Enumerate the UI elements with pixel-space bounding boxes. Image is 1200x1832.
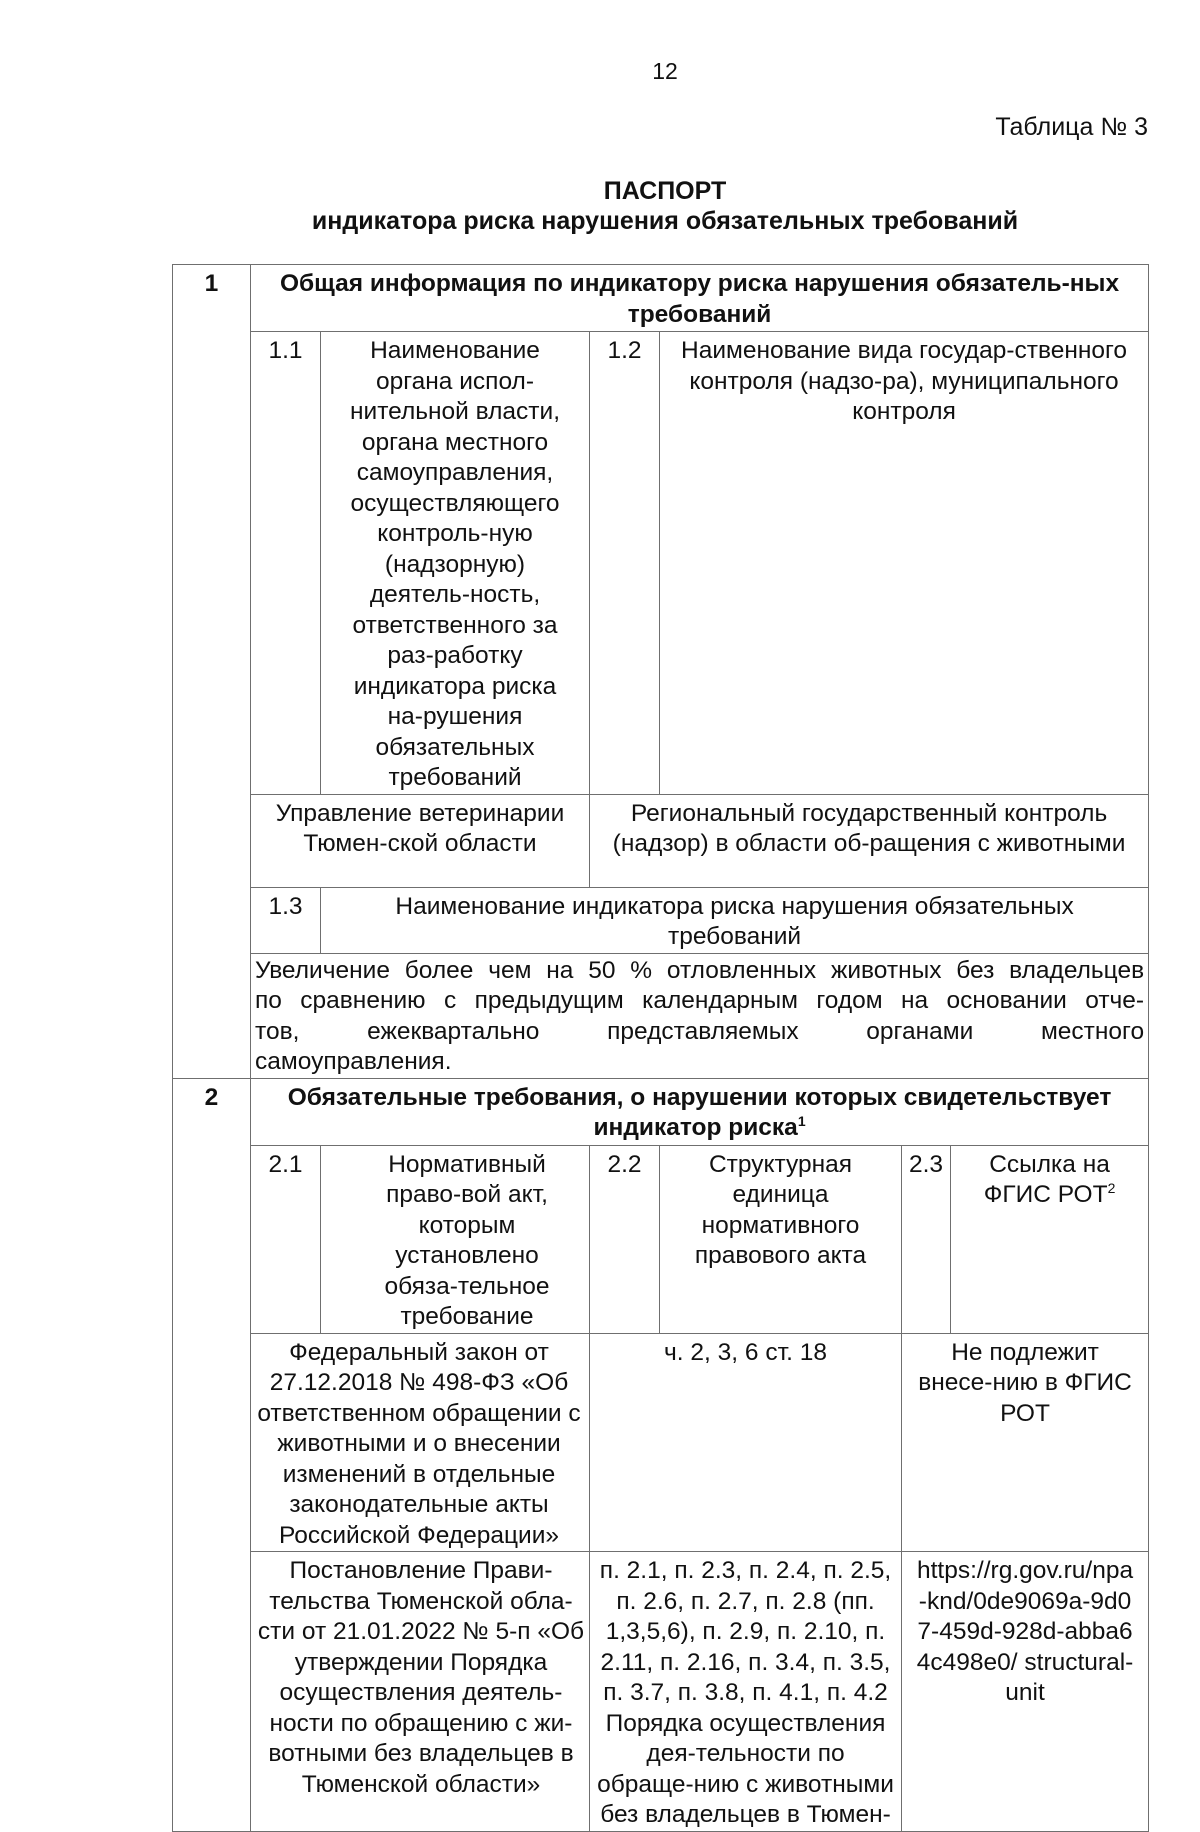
document-title-block (0, 176, 1200, 236)
indicator-description-line-2: по сравнению с предыдущим календарным годом на основании отче- (251, 986, 1149, 1017)
indicator-description-line-3: тов, ежеквартально представляемых органами местного (255, 1017, 1145, 1045)
section-2-number: 2 (173, 1078, 251, 1831)
requirement-row-2-link[interactable]: https://rg.gov.ru/npa-knd/0de9069a-9d07-459d-928d-abba64c498e0/ structural-unit (902, 1552, 1149, 1832)
item-1-1-value: Управление ветеринарии Тюмен-ской области (251, 794, 590, 887)
item-1-2-value: Региональный государственный контроль (надзор) в области об-ращения с животными (590, 794, 1149, 887)
item-2-3-number: 2.3 (902, 1145, 951, 1333)
footnote-1-marker: 1 (797, 1112, 806, 1129)
item-2-1-number: 2.1 (251, 1145, 321, 1333)
document-subtitle: индикатора риска нарушения обязательных требований (311, 207, 1019, 235)
item-1-3-number: 1.3 (251, 887, 321, 953)
document-title: ПАСПОРТ (603, 177, 727, 205)
item-1-1-label: Наименование органа испол-нительной власти, органа местного самоуправления, осуществляющего контроль-ную (надзорную) деятель-ность, ответственного за раз-работку индикатора риска на-рушения обязательных требований (321, 332, 590, 795)
table-label: Таблица № 3 (995, 113, 1148, 141)
requirement-row-2-act: Постановление Прави-тельства Тюменской обла-сти от 21.01.2022 № 5-п «Об утверждении Порядка осуществления деятель-ности по обращению с жи-вотными без владельцев в Тюменской области» (251, 1552, 590, 1832)
footnote-2-marker: 2 (1107, 1179, 1116, 1196)
item-1-3-label: Наименование индикатора риска нарушения обязательных требований (321, 887, 1149, 953)
passport-table (172, 264, 1149, 1832)
section-1-number: 1 (173, 265, 251, 1079)
item-1-2-label: Наименование вида государ-ственного контроля (надзо-ра), муниципального контроля (660, 332, 1149, 795)
item-1-2-number: 1.2 (590, 332, 660, 795)
indicator-description-line-4: самоуправления. (255, 1048, 452, 1075)
item-2-2-number: 2.2 (590, 1145, 660, 1333)
requirement-row-1-link: Не подлежит внесе-нию в ФГИС РОТ (902, 1333, 1149, 1552)
requirement-row-2-unit: п. 2.1, п. 2.3, п. 2.4, п. 2.5, п. 2.6, п. 2.7, п. 2.8 (пп. 1,3,5,6), п. 2.9, п. 2.10, п. 2.11, п. 2.16, п. 3.4, п. 3.5, п. 3.7, п. 3.8, п. 4.1, п. 4.2 Порядка осуществления дея-тельности по обраще-нию с животными без владельцев в Тюмен- (590, 1552, 902, 1832)
section-1-header: Общая информация по индикатору риска нарушения обязатель-ных требований (251, 265, 1149, 332)
item-2-3-label (951, 1145, 1149, 1333)
page-number: 12 (652, 58, 678, 84)
item-1-1-number: 1.1 (251, 332, 321, 795)
section-2-header-text: Обязательные требования, о нарушении которых свидетельствует индикатор риска (287, 1083, 1112, 1141)
item-2-1-label: Нормативный право-вой акт, которым установлено обяза-тельное требование (321, 1145, 590, 1333)
section-2-header (251, 1078, 1149, 1145)
indicator-description-tail (251, 1017, 1149, 1079)
requirement-row-1-act: Федеральный закон от 27.12.2018 № 498-ФЗ «Об ответственном обращении с животными и о внесении изменений в отдельные законодательные акты Российской Федерации» (251, 1333, 590, 1552)
requirement-row-1-unit: ч. 2, 3, 6 ст. 18 (590, 1333, 902, 1552)
indicator-description-line-1: Увеличение более чем на 50 % отловленных животных без владельцев (251, 953, 1149, 986)
item-2-3-label-text: Ссылка на ФГИС РОТ (983, 1150, 1110, 1208)
item-2-2-label: Структурная единица нормативного правового акта (660, 1145, 902, 1333)
